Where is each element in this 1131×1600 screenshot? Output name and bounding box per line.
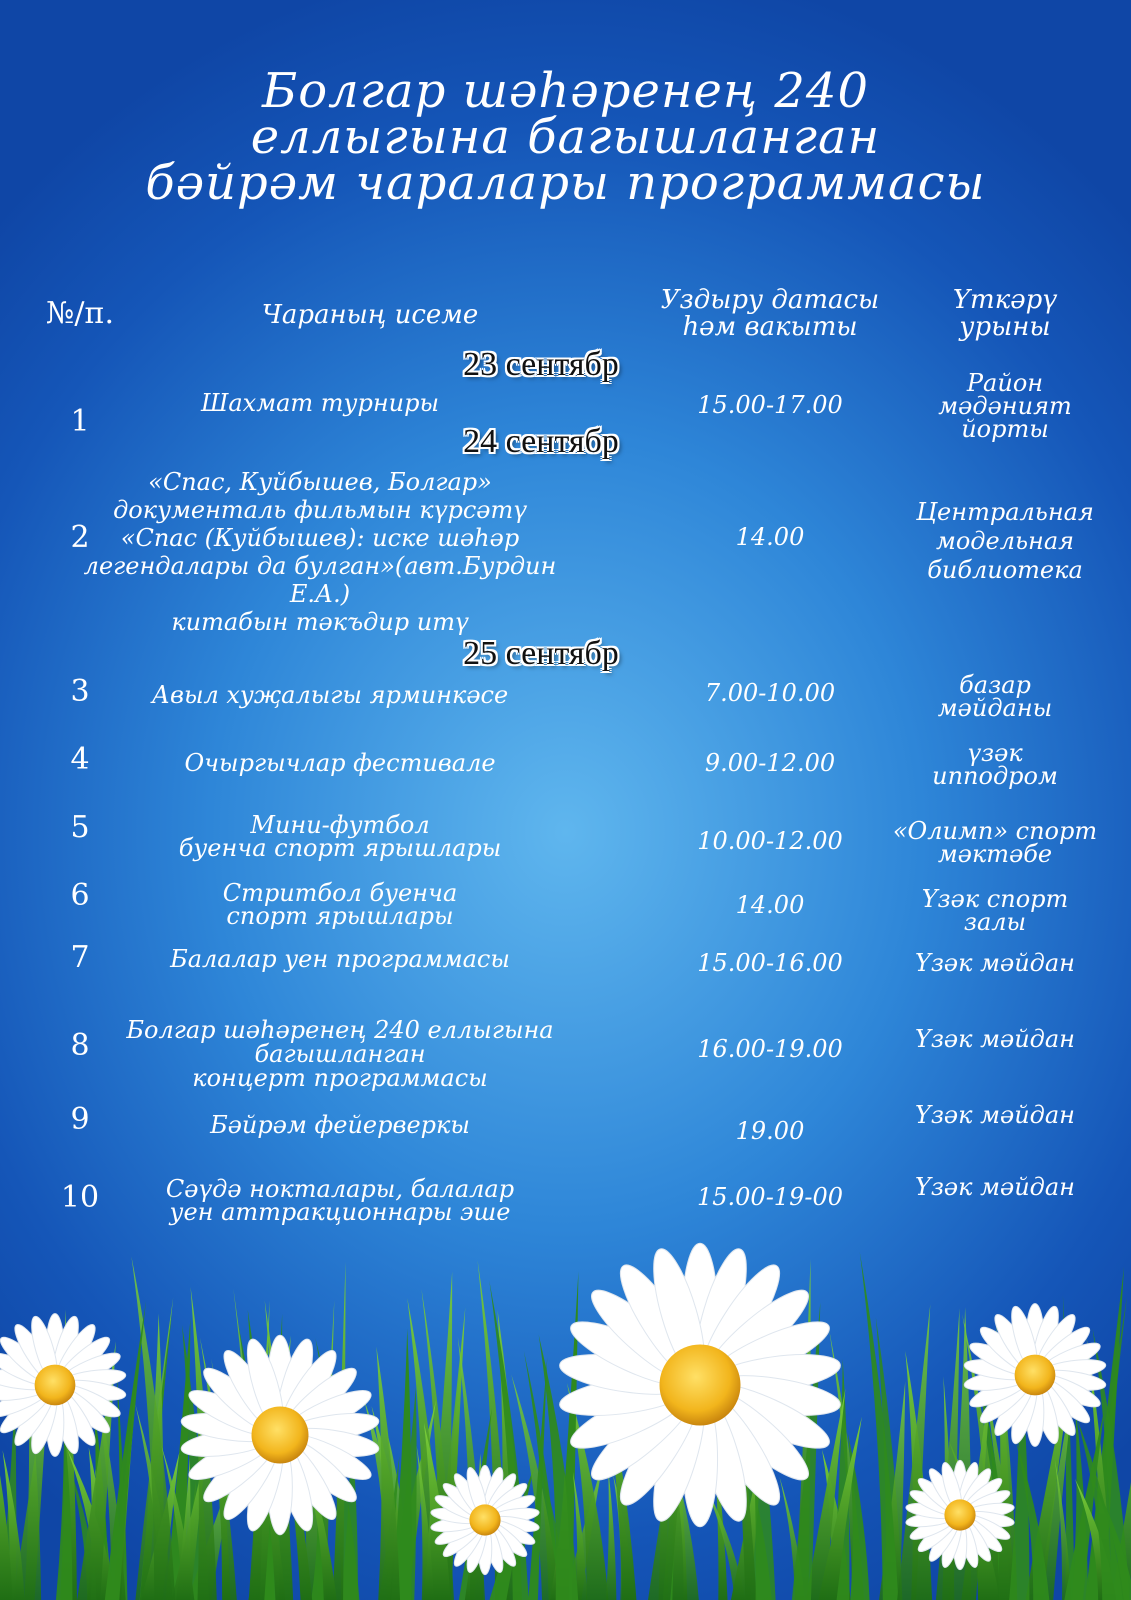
event-place [880,369,1130,443]
event-name-line: спорт ярышлары [226,902,454,930]
event-time: 15.00-16.00 [697,949,843,977]
event-place [860,949,1130,977]
event-name-line: легендалары да булган»(авт.Бурдин Е.А.) [83,552,557,608]
event-time: 15.00-17.00 [697,391,843,419]
event-place [860,1025,1130,1053]
event-place-line: «Олимп» спорт [892,817,1098,845]
event-name-line: документаль фильмын күрсәтү [113,496,527,524]
event-place-line: Үзәк мәйдан [915,949,1075,977]
event-time: 15.00-19-00 [696,1183,843,1211]
event-place [860,1101,1130,1129]
event-name-line: Очыргычлар фестивале [184,749,496,777]
day-label: 25 сентябр [463,635,619,672]
event-place-line: базар [959,671,1031,699]
event-place [860,671,1130,722]
event-place-line: Центральная [916,498,1094,526]
event-name [100,749,580,777]
event-time: 10.00-12.00 [697,827,843,855]
event-name-line: буенча спорт ярышлары [178,834,502,862]
event-place-line: мәдәният [938,392,1072,420]
row-number: 4 [70,742,90,777]
event-place [860,739,1130,790]
grass-daisies-illustration [0,1200,1131,1600]
grass-blade [606,1468,617,1600]
row-number: 1 [70,404,90,439]
event-time: 9.00-12.00 [704,749,836,777]
header-date [620,287,920,341]
header-date-line: Уздыру датасы [660,285,880,315]
title-line: Болгар шәһәренең 240 [261,63,869,119]
event-name-line: Балалар уен программасы [170,945,510,973]
row-number: 9 [70,1102,90,1137]
event-place-line: мәйданы [937,694,1053,722]
row-number: 2 [70,520,90,555]
event-place-line: модельная [935,527,1075,555]
event-name [100,879,580,930]
event-time: 14.00 [735,523,805,551]
event-name [80,1018,600,1090]
event-place [860,1173,1130,1201]
row-number: 8 [70,1028,90,1063]
event-name-line: Шахмат турниры [200,389,440,417]
row-number: 10 [60,1180,100,1215]
row-number: 3 [70,674,90,709]
event-name [80,389,560,417]
day-label: 24 сентябр [463,423,619,460]
event-place-line: библиотека [927,556,1083,584]
header-place [880,287,1130,341]
title-line: еллыгына багышланган [250,109,881,165]
event-place-line: Үзәк мәйдан [915,1025,1075,1053]
event-name-line: Болгар шәһәренең 240 еллыгына [126,1016,554,1044]
row-number: 5 [70,810,90,845]
daisy [557,1243,843,1527]
event-name-line: уен аттракционнары эше [169,1198,511,1226]
title-line: бәйрәм чаралары программасы [145,155,986,211]
event-name-line: «Спас (Куйбышев): иске шәһәр [120,524,520,552]
header-place-line: Үткәрү [952,285,1058,315]
event-place-line: мәктәбе [937,840,1053,868]
event-place-line: үзәк [967,739,1023,767]
event-name [60,468,580,636]
row-number: 7 [70,940,90,975]
event-name-line: Бәйрәм фейерверкы [210,1111,470,1139]
event-place-line: Үзәк мәйдан [915,1173,1075,1201]
event-place-line: Үзәк спорт [921,885,1069,913]
event-name-line: Сәүдә нокталары, балалар [165,1175,515,1203]
row-number: 6 [70,878,90,913]
event-time: 16.00-19.00 [697,1035,843,1063]
event-name-line: китабын тәкъдир итү [171,608,469,636]
header-num: №/п. [45,296,115,331]
event-time: 14.00 [735,891,805,919]
page-title [0,63,1131,211]
event-name [80,945,600,973]
header-place-line: урыны [959,312,1051,342]
event-name-line: багышланган [254,1040,426,1068]
event-time: 7.00-10.00 [704,679,836,707]
event-place-line: залы [963,908,1027,936]
event-name-line: Авыл хуҗалыгы ярминкәсе [151,681,509,709]
event-name-line: концерт программасы [192,1064,488,1092]
event-place-line: Район [966,369,1044,397]
header-date-line: һәм вакыты [682,312,858,342]
header-name: Чараның исеме [261,300,479,330]
event-place-line: ипподром [932,762,1058,790]
event-place [880,498,1130,585]
event-place-line: йорты [961,415,1049,443]
event-name [80,681,580,709]
event-name-line: «Спас, Куйбышев, Болгар» [148,468,492,496]
event-place-line: Үзәк мәйдан [915,1101,1075,1129]
event-name-line: Мини-футбол [250,811,430,839]
event-name-line: Стритбол буенча [222,879,458,907]
event-place [860,817,1130,868]
event-name [100,811,580,862]
event-place [860,885,1130,936]
event-name [80,1111,600,1139]
day-label: 23 сентябр [463,346,619,383]
event-time: 19.00 [735,1117,805,1145]
